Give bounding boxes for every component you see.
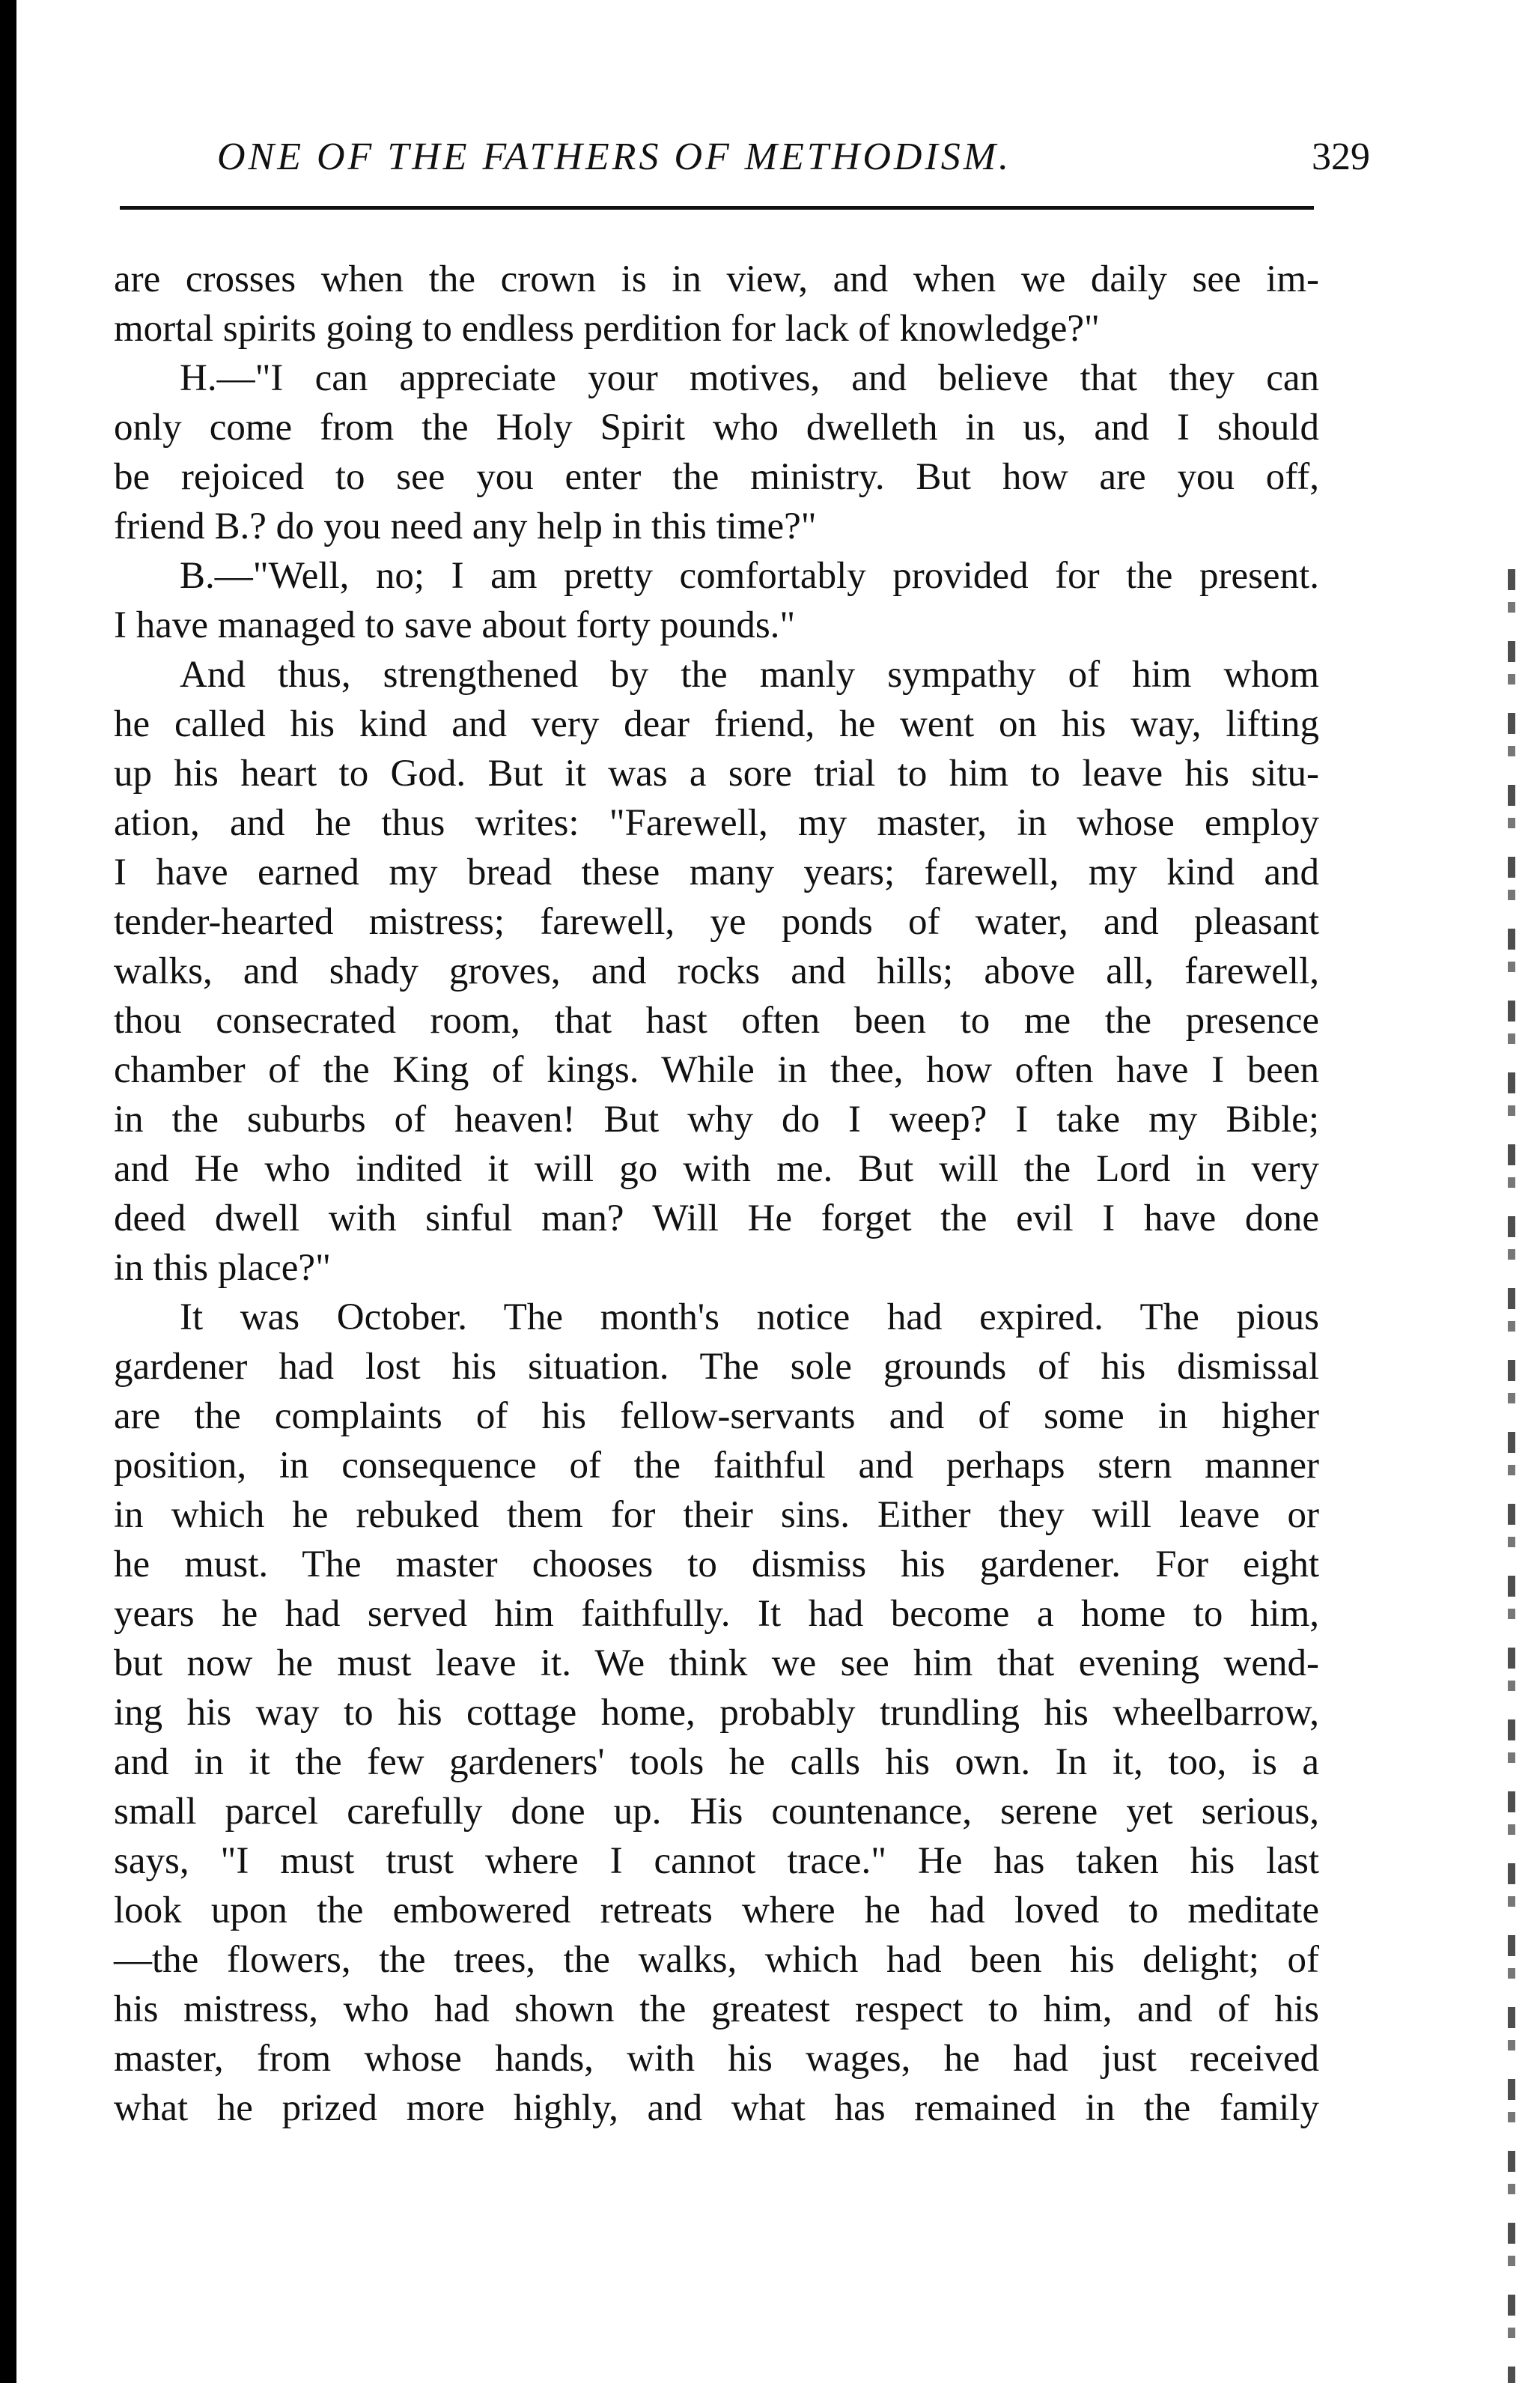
- text-line: and in it the few gardeners' tools he calls his own. In it, too, is a: [114, 1741, 1319, 1783]
- header-rule: [120, 206, 1314, 210]
- text-line: but now he must leave it. We think we see him that evening wend-: [114, 1642, 1319, 1684]
- text-line: mortal spirits going to endless perdition for lack of knowledge?": [114, 308, 1100, 350]
- text-line: I have managed to save about forty pounds.": [114, 604, 796, 646]
- body-text: [114, 255, 1319, 2133]
- text-line: It was October. The month's notice had expired. The pious: [180, 1296, 1319, 1338]
- text-line: ing his way to his cottage home, probably trundling his wheelbarrow,: [114, 1692, 1319, 1734]
- page-number: 329: [1312, 136, 1370, 178]
- text-line: I have earned my bread these many years; farewell, my kind and: [114, 851, 1319, 893]
- text-line: are crosses when the crown is in view, and when we daily see im-: [114, 258, 1319, 300]
- text-line: his mistress, who had shown the greatest respect to him, and of his: [114, 1988, 1319, 2030]
- text-line: master, from whose hands, with his wages, he had just received: [114, 2038, 1319, 2080]
- text-line: deed dwell with sinful man? Will He forget the evil I have done: [114, 1197, 1319, 1239]
- text-line: B.—"Well, no; I am pretty comfortably provided for the present.: [180, 555, 1319, 597]
- text-line: chamber of the King of kings. While in thee, how often have I been: [114, 1049, 1319, 1091]
- text-line: only come from the Holy Spirit who dwelleth in us, and I should: [114, 407, 1319, 449]
- text-line: friend B.? do you need any help in this time?": [114, 506, 817, 547]
- text-line: walks, and shady groves, and rocks and hills; above all, farewell,: [114, 950, 1319, 992]
- page-header: [217, 127, 1370, 187]
- text-line: in which he rebuked them for their sins. Either they will leave or: [114, 1494, 1319, 1536]
- text-line: in the suburbs of heaven! But why do I weep? I take my Bible;: [114, 1099, 1319, 1141]
- text-line: in this place?": [114, 1247, 331, 1289]
- text-line: are the complaints of his fellow-servants and of some in higher: [114, 1395, 1319, 1437]
- text-line: he called his kind and very dear friend, he went on his way, lifting: [114, 703, 1319, 745]
- text-line: look upon the embowered retreats where he had loved to meditate: [114, 1889, 1319, 1931]
- text-line: says, "I must trust where I cannot trace." He has taken his last: [114, 1840, 1319, 1882]
- text-line: he must. The master chooses to dismiss his gardener. For eight: [114, 1543, 1319, 1585]
- text-line: H.—"I can appreciate your motives, and believe that they can: [180, 357, 1319, 399]
- text-line: And thus, strengthened by the manly sympathy of him whom: [180, 654, 1319, 696]
- running-title: ONE OF THE FATHERS OF METHODISM.: [217, 136, 1012, 178]
- text-line: —the flowers, the trees, the walks, which had been his delight; of: [114, 1939, 1319, 1981]
- text-line: position, in consequence of the faithful and perhaps stern manner: [114, 1445, 1319, 1487]
- scan-right-edge: [1508, 569, 1515, 2383]
- text-line: tender-hearted mistress; farewell, ye ponds of water, and pleasant: [114, 901, 1319, 943]
- text-line: be rejoiced to see you enter the ministry. But how are you off,: [114, 456, 1319, 498]
- text-line: gardener had lost his situation. The sole grounds of his dismissal: [114, 1346, 1319, 1388]
- text-line: up his heart to God. But it was a sore trial to him to leave his situ-: [114, 753, 1319, 795]
- text-line: ation, and he thus writes: "Farewell, my master, in whose employ: [114, 802, 1319, 844]
- text-line: small parcel carefully done up. His countenance, serene yet serious,: [114, 1791, 1319, 1833]
- text-line: what he prized more highly, and what has remained in the family: [114, 2087, 1319, 2129]
- text-line: thou consecrated room, that hast often been to me the presence: [114, 1000, 1319, 1042]
- text-line: years he had served him faithfully. It had become a home to him,: [114, 1593, 1319, 1635]
- text-line: and He who indited it will go with me. But will the Lord in very: [114, 1148, 1319, 1190]
- scan-left-edge: [0, 0, 16, 2383]
